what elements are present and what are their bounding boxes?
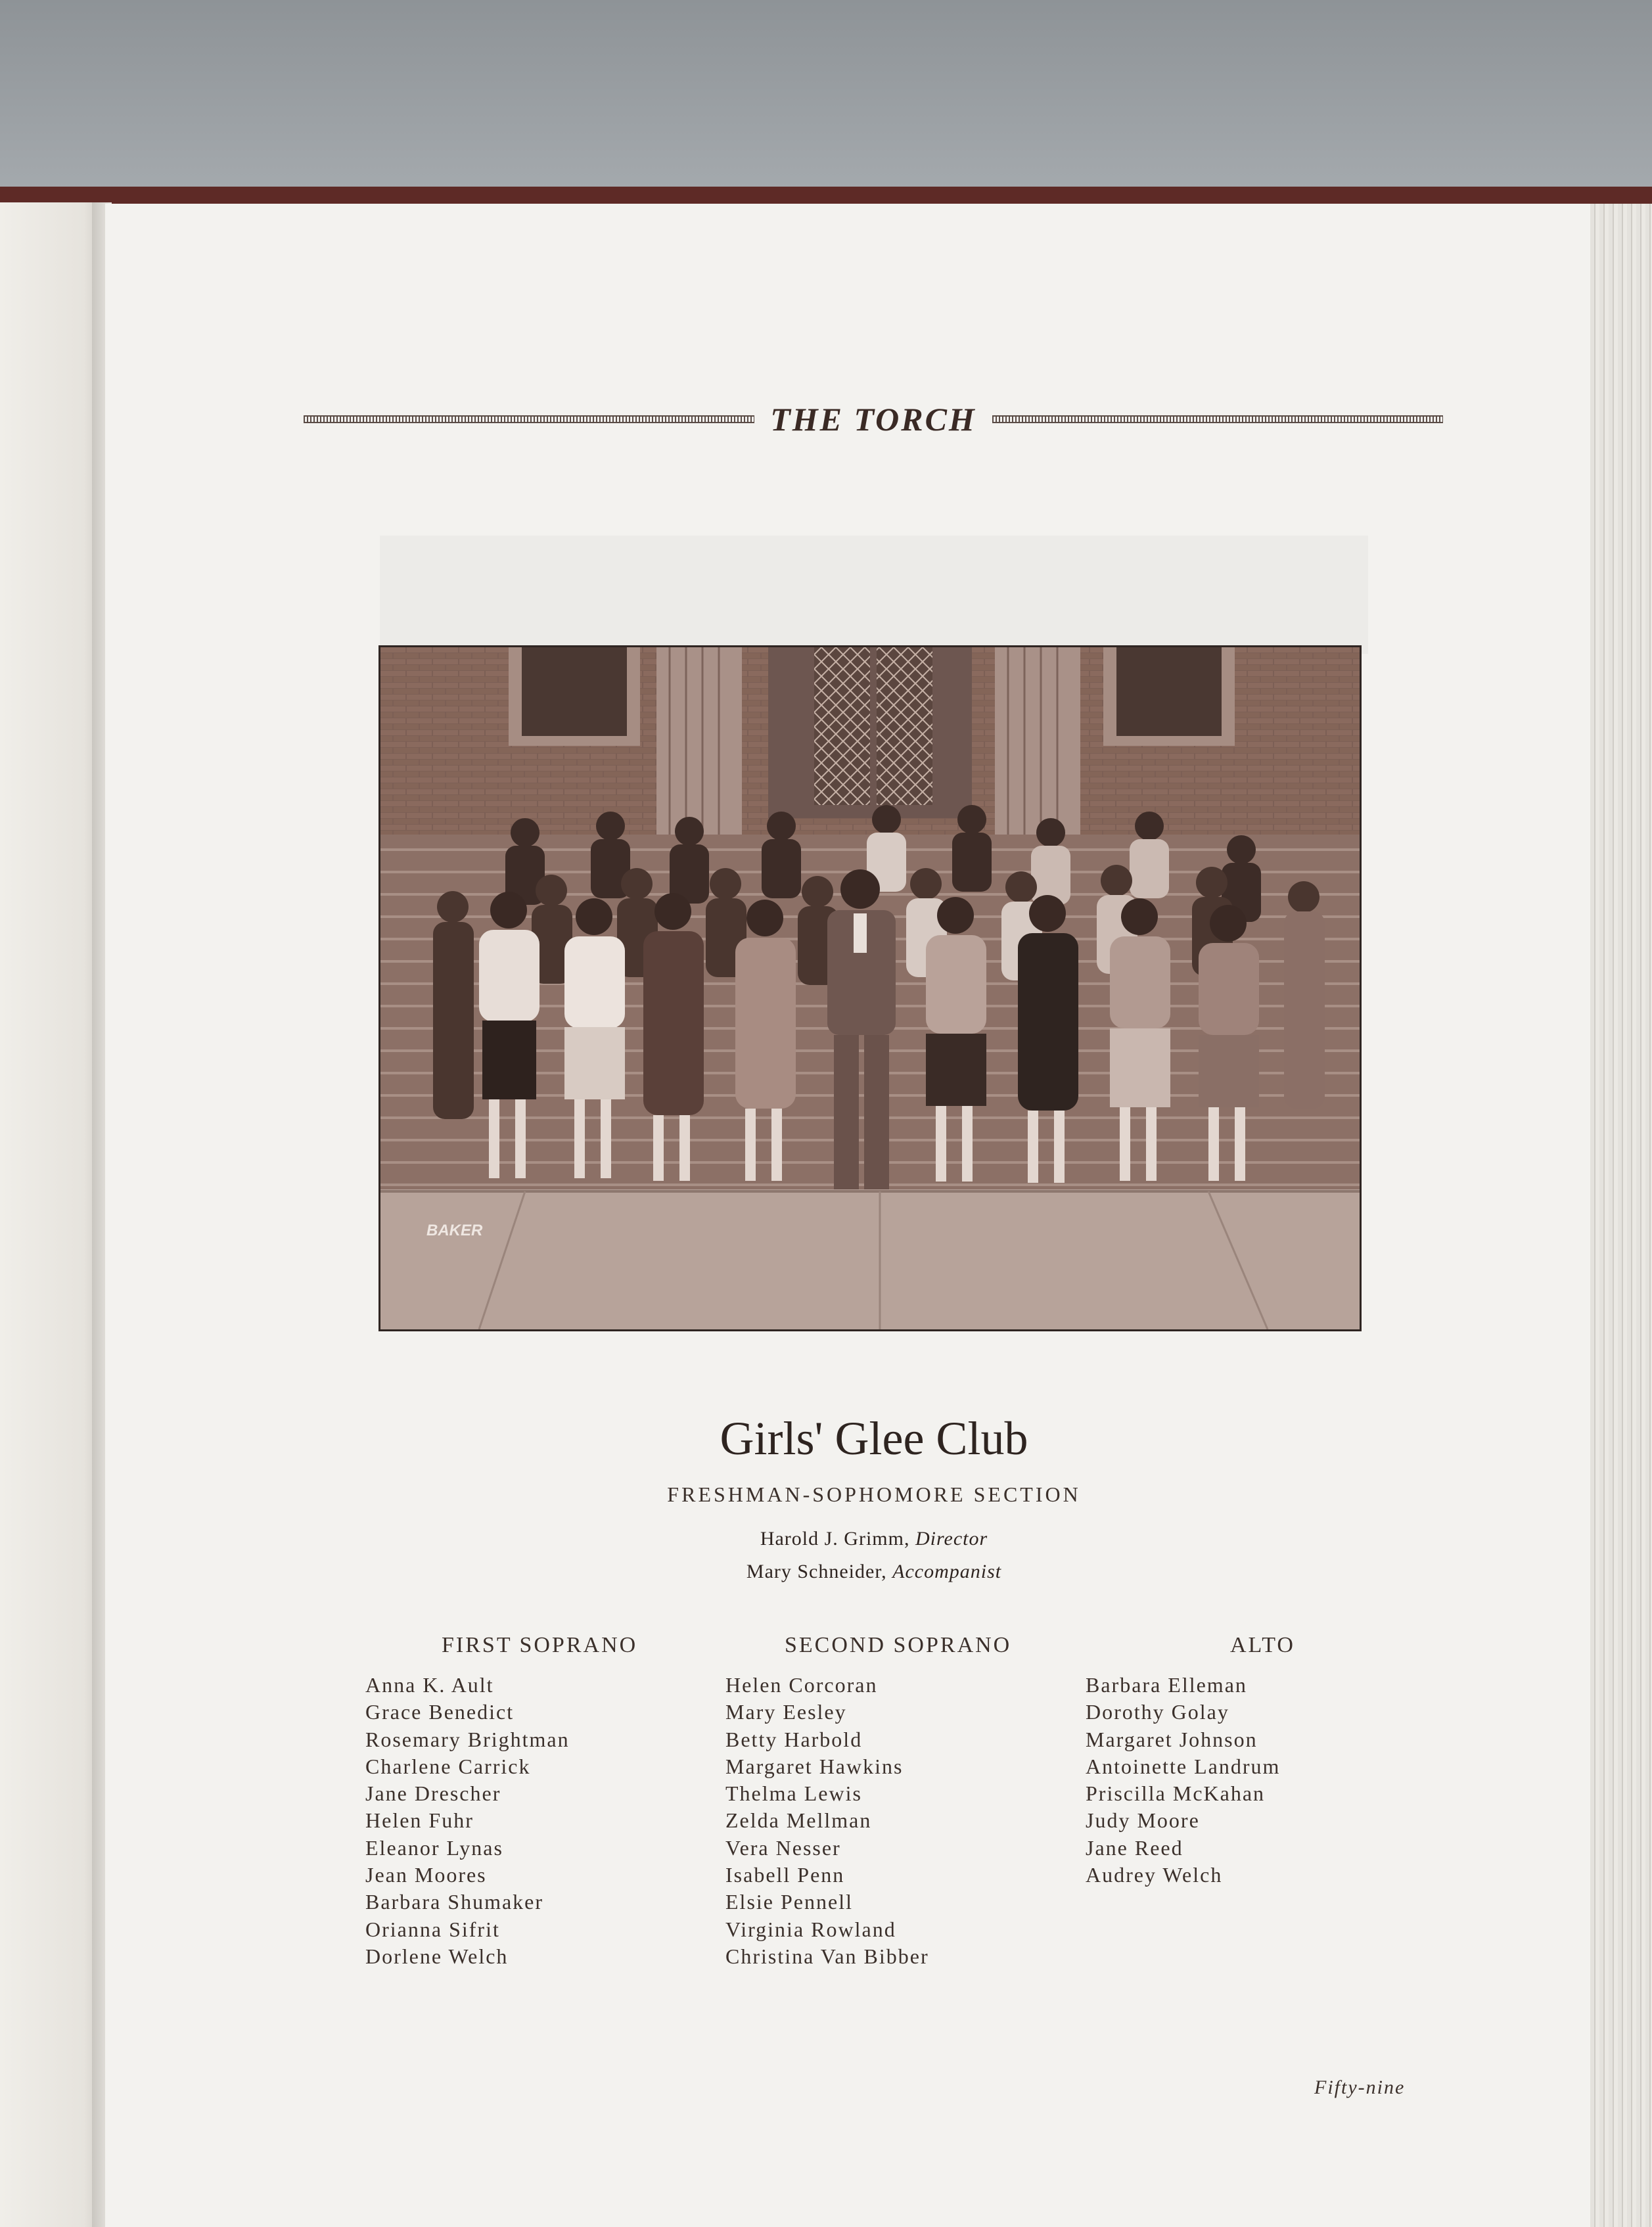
list-item: Helen Fuhr — [365, 1808, 474, 1833]
accompanist-name: Mary Schneider, — [746, 1561, 887, 1582]
list-item: Isabell Penn — [725, 1863, 845, 1887]
group-photo — [379, 645, 1362, 1331]
list-item: Mary Eesley — [725, 1700, 847, 1724]
scanner-background — [0, 0, 1652, 197]
list-item: Elsie Pennell — [725, 1890, 853, 1914]
director-name: Harold J. Grimm, — [760, 1528, 910, 1550]
list-item: Jane Drescher — [365, 1781, 501, 1806]
list-item: Judy Moore — [1086, 1808, 1200, 1833]
list-item: Dorlene Welch — [365, 1944, 509, 1968]
list-item: Thelma Lewis — [725, 1781, 862, 1806]
list-item: Betty Harbold — [725, 1727, 863, 1751]
running-header — [304, 400, 1443, 439]
list-item: Eleanor Lynas — [365, 1835, 503, 1860]
list-item: Audrey Welch — [1086, 1863, 1223, 1887]
header-rule-right — [992, 415, 1443, 423]
page-number: Fifty-nine — [1314, 2077, 1406, 2098]
photographer-stamp: BAKER — [426, 1222, 483, 1239]
club-title: Girls' Glee Club — [720, 1412, 1028, 1465]
list-item: Anna K. Ault — [365, 1673, 494, 1697]
second-soprano-list — [725, 1672, 929, 1970]
list-item: Charlene Carrick — [365, 1754, 531, 1778]
list-item: Dorothy Golay — [1086, 1700, 1229, 1724]
header-rule-left — [304, 415, 754, 423]
group-photo-illustration — [380, 647, 1360, 1329]
facing-page — [0, 202, 105, 2227]
first-soprano-list — [365, 1672, 570, 1970]
list-item: Barbara Elleman — [1086, 1673, 1247, 1697]
accompanist-role: Accompanist — [892, 1561, 1002, 1582]
director-role: Director — [915, 1528, 988, 1550]
director-line — [394, 1528, 1354, 1550]
list-item: Rosemary Brightman — [365, 1727, 570, 1751]
section-subtitle: FRESHMAN-SOPHOMORE SECTION — [667, 1482, 1081, 1506]
book-cover-edge — [0, 187, 1652, 204]
list-item: Zelda Mellman — [725, 1808, 872, 1833]
alto-heading: ALTO — [1230, 1633, 1295, 1657]
second-soprano-heading: SECOND SOPRANO — [785, 1633, 1012, 1657]
list-item: Barbara Shumaker — [365, 1890, 544, 1914]
list-item: Helen Corcoran — [725, 1673, 878, 1697]
list-item: Margaret Johnson — [1086, 1727, 1258, 1751]
accompanist-line — [394, 1561, 1354, 1583]
list-item: Margaret Hawkins — [725, 1754, 904, 1778]
publication-title: THE TORCH — [770, 401, 976, 438]
list-item: Orianna Sifrit — [365, 1917, 500, 1941]
list-item: Virginia Rowland — [725, 1917, 896, 1941]
list-item: Grace Benedict — [365, 1700, 515, 1724]
list-item: Priscilla McKahan — [1086, 1781, 1266, 1806]
first-soprano-heading: FIRST SOPRANO — [442, 1633, 638, 1657]
list-item: Jane Reed — [1086, 1835, 1183, 1860]
page-stack-edges — [1590, 204, 1652, 2227]
list-item: Vera Nesser — [725, 1835, 841, 1860]
list-item: Antoinette Landrum — [1086, 1754, 1281, 1778]
alto-list — [1086, 1672, 1280, 1889]
list-item: Christina Van Bibber — [725, 1944, 929, 1968]
photo-halo — [380, 536, 1368, 654]
list-item: Jean Moores — [365, 1863, 487, 1887]
